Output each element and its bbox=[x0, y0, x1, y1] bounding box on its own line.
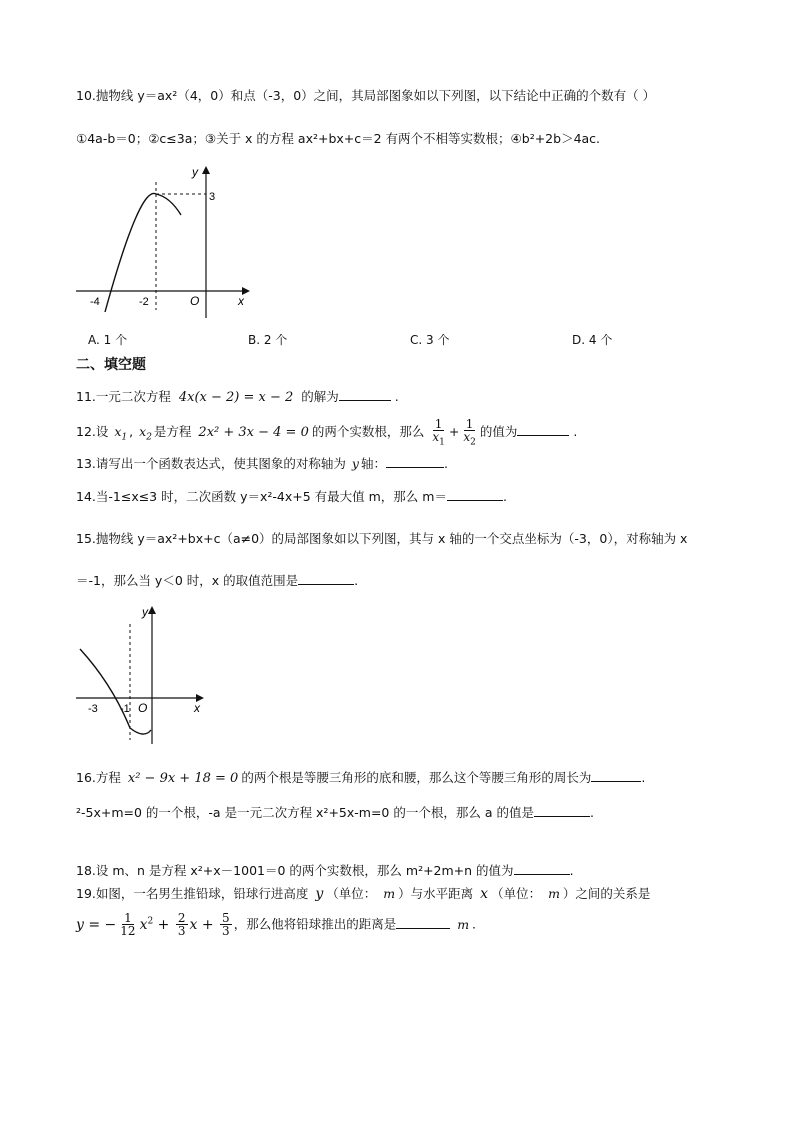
q14-text: 14.当-1≤x≤3 时，二次函数 y＝x²-4x+5 有最大值 m，那么 m＝ bbox=[76, 489, 447, 504]
q19-post: ，那么他将铅球推出的距离是 bbox=[233, 916, 397, 932]
q16 bbox=[76, 770, 645, 787]
q17-text: ²-5x+m=0 的一个根，-a 是一元二次方程 x²+5x-m=0 的一个根，那么 a 的值是 bbox=[76, 805, 534, 820]
q12-pre: 12.设 bbox=[76, 424, 109, 440]
q13-blank bbox=[386, 457, 444, 468]
q10-x-label: x bbox=[238, 294, 244, 308]
q15-tick-b: -1 bbox=[120, 703, 130, 715]
q15-origin: O bbox=[138, 701, 148, 715]
q10-stem: 10.抛物线 y＝ax²（4，0）和点（-3，0）之间，其局部图象如以下列图，以下结论中正确的个数有（ ） bbox=[76, 88, 656, 103]
q13 bbox=[76, 456, 448, 471]
q18 bbox=[76, 863, 574, 878]
q18-text: 18.设 m、n 是方程 x²+x－1001＝0 的两个实数根，那么 m²+2m+n 的值为 bbox=[76, 863, 514, 878]
q10-choice-d: D. 4 个 bbox=[572, 333, 613, 347]
q14 bbox=[76, 489, 507, 504]
q10-y-label: y bbox=[192, 165, 198, 179]
q10-y-arrow bbox=[202, 166, 210, 174]
q13-post: 轴： bbox=[360, 456, 386, 471]
q10-parabola bbox=[105, 193, 181, 312]
q18-blank bbox=[514, 864, 570, 875]
q19-unit2-end: ）之间的关系是 bbox=[562, 886, 651, 901]
q10-choice-c: C. 3 个 bbox=[410, 333, 450, 347]
q19-pre: 19.如图，一名男生推铅球，铅球行进高度 bbox=[76, 886, 309, 901]
q13-end: . bbox=[443, 456, 448, 471]
q15-graph bbox=[72, 604, 212, 746]
q16-pre: 16.方程 bbox=[76, 770, 121, 785]
q12-frac-2: $\frac{1}{x_2}$ bbox=[463, 417, 476, 448]
q14-blank bbox=[447, 490, 503, 501]
q19-unit1-end: ）与水平距离 bbox=[398, 886, 474, 901]
q19-blank bbox=[396, 918, 450, 929]
q15-line2 bbox=[76, 573, 358, 588]
q16-equation: x² − 9x + 18 = 0 bbox=[127, 771, 239, 786]
q19-line2 bbox=[76, 912, 476, 937]
q11-blank bbox=[339, 390, 391, 401]
q15-x-label: x bbox=[194, 701, 200, 715]
q15-parabola bbox=[80, 649, 151, 734]
q13-pre: 13.请写出一个函数表达式，使其图象的对称轴为 bbox=[76, 456, 346, 471]
q16-blank bbox=[591, 771, 641, 782]
q12-x2: $x_2$ bbox=[139, 424, 152, 443]
q19-end: . bbox=[472, 916, 477, 932]
q16-end: . bbox=[641, 770, 646, 785]
q19-unit2: （单位： bbox=[491, 886, 542, 901]
q12-blank bbox=[517, 425, 569, 436]
q13-axis: y bbox=[351, 456, 359, 471]
q19-line1 bbox=[76, 886, 650, 903]
q10-graph bbox=[70, 160, 260, 325]
q10-origin: O bbox=[190, 294, 200, 308]
q15-y-arrow bbox=[148, 606, 156, 614]
q10-tick-3: 3 bbox=[209, 191, 216, 203]
q12-equation: 2x² + 3x − 4 = 0 bbox=[198, 425, 309, 441]
q10-tick-a: -4 bbox=[90, 296, 100, 308]
q15-blank bbox=[298, 574, 354, 585]
q19-unit-m1: m bbox=[383, 886, 396, 901]
q19-unit-m3: m bbox=[457, 916, 470, 932]
q15-line2-text: ＝-1，那么当 y＜0 时，x 的取值范围是 bbox=[76, 573, 299, 588]
q12-mid2: 的两个实数根，那么 bbox=[311, 424, 425, 440]
q19-formula: y = − $\frac{1}{12}$ $x^2$ + $\frac{2}{3}$ x + $\frac{5}{3}$ bbox=[76, 911, 230, 938]
q15-y-label: y bbox=[142, 605, 148, 619]
q12-post: 的值为 bbox=[479, 424, 518, 440]
q19-var-y: y bbox=[315, 886, 324, 902]
q12-end: . bbox=[573, 424, 578, 440]
q11-pre: 11.一元二次方程 bbox=[76, 389, 171, 404]
q11-end: . bbox=[394, 389, 399, 404]
q11-post: 的解为 bbox=[301, 389, 339, 404]
q10-choice-b: B. 2 个 bbox=[248, 333, 288, 347]
q17-blank bbox=[534, 806, 590, 817]
q12-frac-1: $\frac{1}{x_1}$ bbox=[432, 417, 445, 448]
q11-equation: 4x(x − 2) = x − 2 bbox=[178, 390, 294, 405]
q12-mid: 是方程 bbox=[153, 424, 192, 440]
q15-line1: 15.抛物线 y＝ax²+bx+c（a≠0）的局部图象如以下列图，其与 x 轴的一个交点坐标为（-3，0），对称轴为 x bbox=[76, 531, 688, 546]
q10-tick-b: -2 bbox=[139, 296, 149, 308]
q18-end: . bbox=[569, 863, 574, 878]
q10-statements: ①4a-b＝0；②c≤3a；③关于 x 的方程 ax²+bx+c＝2 有两个不相等实数根；④b²+2b＞4ac. bbox=[76, 131, 601, 146]
q19-unit1: （单位： bbox=[326, 886, 377, 901]
q17-end: . bbox=[589, 805, 594, 820]
q15-tick-a: -3 bbox=[88, 703, 98, 715]
q12: 12.设 $x_1$ , $x_2$ 是方程 2x² + 3x − 4 = 0 的两个实数根，那么 $\frac{1}{x_1}$ + $\frac{1}{x_2}$ 的值为 . bbox=[76, 417, 578, 448]
q10-choice-a: A. 1 个 bbox=[88, 333, 128, 347]
q16-post: 的两个根是等腰三角形的底和腰，那么这个等腰三角形的周长为 bbox=[241, 770, 592, 785]
section-title: 二、填空题 bbox=[76, 357, 146, 373]
q19-var-x: x bbox=[480, 886, 489, 902]
q15-end: . bbox=[354, 573, 359, 588]
q11 bbox=[76, 389, 399, 406]
q17 bbox=[76, 805, 594, 820]
q12-x1: $x_1$ bbox=[114, 424, 128, 443]
q14-end: . bbox=[502, 489, 507, 504]
q19-unit-m2: m bbox=[548, 886, 560, 901]
